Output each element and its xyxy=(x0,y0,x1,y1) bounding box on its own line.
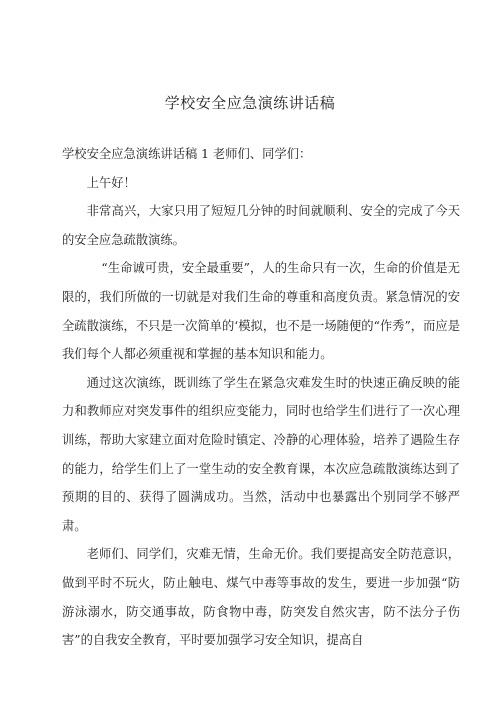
paragraph-intro: 非常高兴，大家只用了短短几分钟的时间就顺利、安全的完成了今天的安全应急疏散演练。 xyxy=(62,204,460,247)
document-body xyxy=(62,140,460,655)
paragraph-greeting: 上午好！ xyxy=(86,175,136,190)
paragraph-opening: 学校安全应急演练讲话稿 1 老师们、同学们： xyxy=(62,147,312,161)
paragraph-drill-results: 通过这次演练，既训练了学生在紧急灾难发生时的快速正确反映的能力和教师应对突发事件的组织应变能力，同时也给学生们进行了一次心理训练，帮助大家建立面对危险时镇定、冷静的心理体验，培养了遇险生存的能力，给学生们上了一堂生动的安全教育课，本次应急疏散演练达到了预期的目的、获得了圆满成功。当然，活动中也暴露出个别同学不够严肃。 xyxy=(62,375,460,533)
paragraph-life-safety: “生命诚可贵，安全最重要”，人的生命只有一次，生命的价值是无限的，我们所做的一切就是对我们生命的尊重和高度负责。紧急情况的安全疏散演练，不只是一次简单的‘模拟，也不是一场随便的“作秀”，而应是我们每个人都必须重视和掌握的基本知识和能力。 xyxy=(62,261,460,362)
paragraph-safety-awareness: 老师们、同学们，灾难无情，生命无价。我们要提高安全防范意识，做到平时不玩火，防止触电、煤气中毒等事故的发生，要进一步加强“防游泳溺水，防交通事故，防食物中毒，防突发自然灾害，防不法分子伤害”的自我安全教育，平时要加强学习安全知识，提高自 xyxy=(62,547,460,648)
document-title: 学校安全应急演练讲话稿 xyxy=(164,94,336,112)
